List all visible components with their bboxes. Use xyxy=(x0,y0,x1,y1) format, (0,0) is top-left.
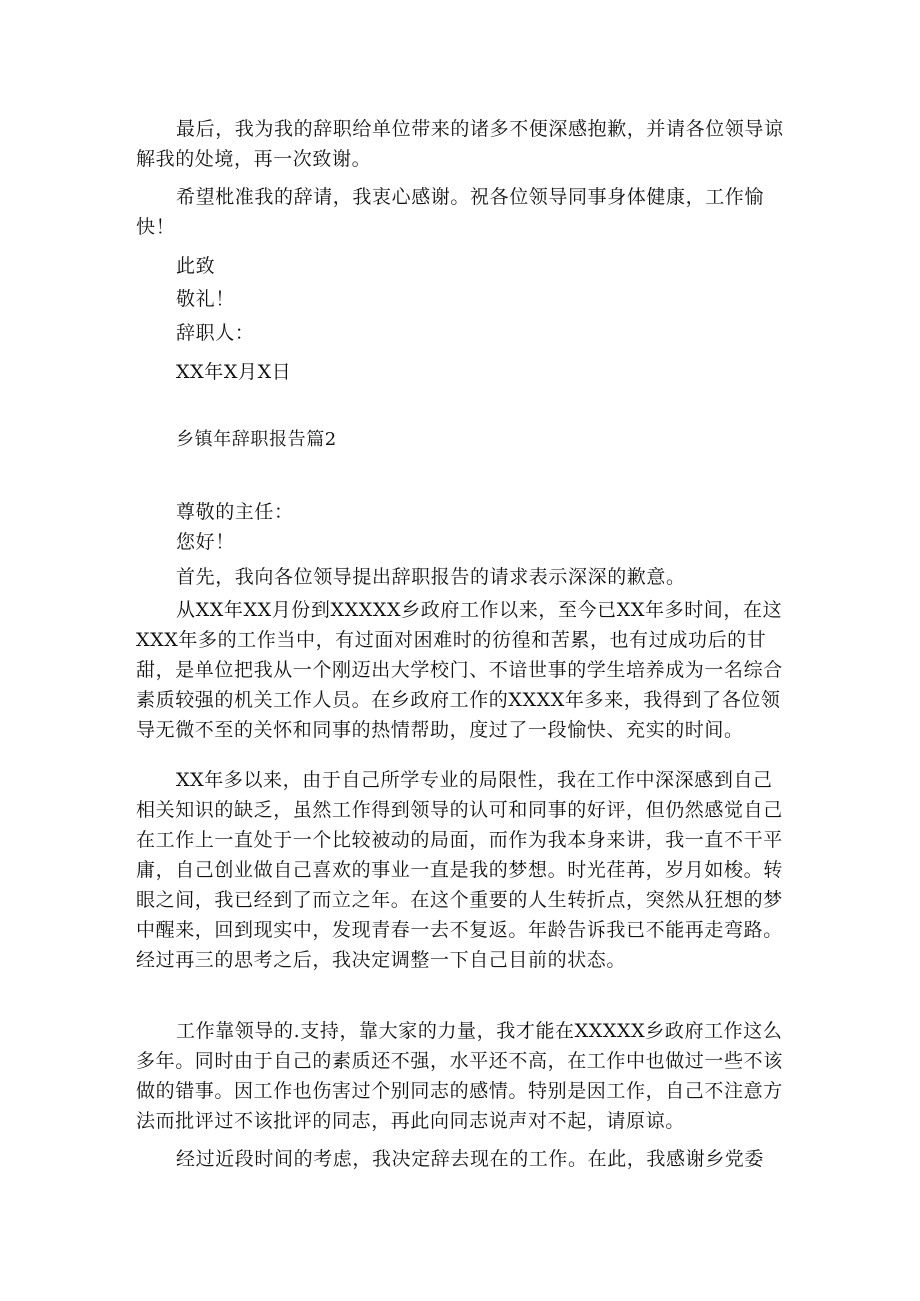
career-reflection-paragraph: XX年多以来，由于自己所学专业的局限性，我在工作中深深感到自己相关知识的缺乏，虽然工作得到领导的认可和同事的好评，但仍然感觉自己在工作上一直处于一个比较被动的局面，而作为我本身来讲，我一直不干平庸，自己创业做自己喜欢的事业一直是我的梦想。时光荏苒，岁月如梭。转眼之间，我已经到了而立之年。在这个重要的人生转折点，突然从狂想的梦中醒来，回到现实中，发现青春一去不复返。年龄告诉我已不能再走弯路。经过再三的思考之后，我决定调整一下自己目前的状态。 xyxy=(136,769,783,971)
apology-intro-paragraph: 首先，我向各位领导提出辞职报告的请求表示深深的歉意。 xyxy=(176,566,686,588)
closing-apology-paragraph: 最后，我为我的辞职给单位带来的诸多不便深感抱歉，并请各位领导谅解我的处境，再一次致谢。 xyxy=(136,118,784,170)
salutation-jingli: 敬礼！ xyxy=(176,288,235,310)
hello-line: 您好！ xyxy=(176,531,235,553)
decision-paragraph: 经过近段时间的考虑，我决定辞去现在的工作。在此，我感谢乡党委 xyxy=(176,1148,765,1170)
work-history-paragraph: 从XX年XX月份到XXXXX乡政府工作以来，至今已XX年多时间，在这XXX年多的工作当中，有过面对困难时的彷徨和苦累，也有过成功后的甘甜，是单位把我从一个刚迈出大学校门、不谙世事的学生培养成为一名综合素质较强的机关工作人员。在乡政府工作的XXXX年多来，我得到了各位领导无微不至的关怀和同事的热情帮助，度过了一段愉快、充实的时间。 xyxy=(136,599,783,741)
gratitude-apology-paragraph: 工作靠领导的.支持，靠大家的力量，我才能在XXXXX乡政府工作这么多年。同时由于自己的素质还不强，水平还不高，在工作中也做过一些不该做的错事。因工作也伤害过个别同志的感情。特别是因工作，自己不注意方法而批评过不该批评的同志，再此向同志说声对不起，请原谅。 xyxy=(136,1020,783,1132)
salutation-cizhi: 此致 xyxy=(176,255,216,277)
resigner-label: 辞职人： xyxy=(176,322,255,344)
section-heading: 乡镇年辞职报告篇2 xyxy=(176,429,337,450)
letter-date: XX年X月X日 xyxy=(176,361,292,383)
closing-wish-paragraph: 希望枇准我的辞请，我衷心感谢。祝各位领导同事身体健康，工作愉快！ xyxy=(136,186,765,238)
recipient-greeting: 尊敬的主任： xyxy=(176,501,294,523)
